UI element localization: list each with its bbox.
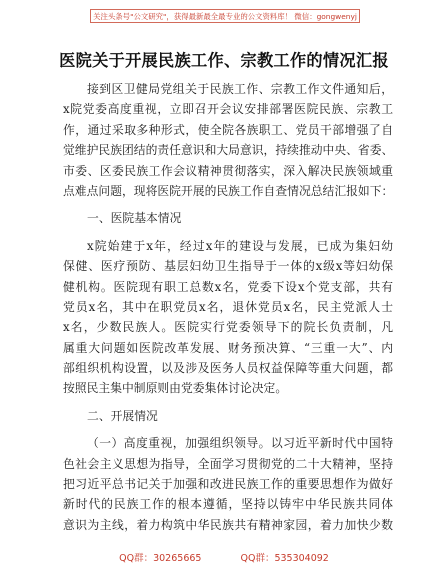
text-line: 属重大问题如医院改革发展、财务预决算、“三重一大”、内 <box>63 340 393 355</box>
section-heading-basic-info: 一、医院基本情况 <box>87 211 182 226</box>
qq-group-1: QQ群：30265665 <box>119 553 202 564</box>
text-line: 接到区卫健局党组关于民族工作、宗教工作文件通知后， <box>87 82 393 96</box>
text-line: 部组织机构设置，以及涉及医务人员权益保障等重大问题，都 <box>63 361 393 376</box>
section-heading-progress: 二、开展情况 <box>87 408 158 423</box>
text-line: 作，通过采取多种形式，使全院各族职工、党员干部增强了自 <box>63 122 393 137</box>
promo-banner: 关注头条号"公文研究"，获得最新最全最专业的公文资料库！ 微信：gongwenyj <box>90 9 360 23</box>
document-body <box>63 79 393 535</box>
text-line: 点难点问题，现将医院开展的民族工作自查情况总结汇报如下： <box>63 183 393 198</box>
text-line: 把习近平总书记关于加强和改进民族工作的重要思想作为做好 <box>63 477 393 492</box>
text-line: x院党委高度重视，立即召开会议安排部署医院民族、宗教工 <box>63 102 393 117</box>
paragraph-intro <box>63 79 393 201</box>
text-line: x名，少数民族人。医院实行党委领导下的院长负责制，凡 <box>63 320 393 335</box>
text-line: 按照民主集中制原则由党委集体讨论决定。 <box>63 381 288 396</box>
text-line: 觉维护民族团结的责任意识和大局意识，持续推动中央、省委、 <box>63 143 393 158</box>
text-line: 意识为主线，着力构筑中华民族共有精神家园，着力加快少数 <box>63 517 393 532</box>
footer-contact <box>0 550 448 564</box>
text-line: （一）高度重视，加强组织领导。以习近平新时代中国特 <box>87 436 393 451</box>
paragraph-basic-info <box>63 236 393 399</box>
text-line: 市委、区委民族工作会议精神贯彻落实，深入解决民族领域重 <box>63 163 393 178</box>
text-line: 新时代的民族工作的根本遵循，坚持以铸牢中华民族共同体 <box>63 497 393 512</box>
paragraph-progress <box>63 433 393 535</box>
text-line: 色社会主义思想为指导，全面学习贯彻党的二十大精神，坚持 <box>63 456 393 471</box>
text-line: 保健、医疗预防、基层妇幼卫生指导于一体的x级x等妇幼保 <box>63 259 393 274</box>
text-line: 健机构。医院现有职工总数x名，党委下设x个党支部，共有 <box>63 279 393 294</box>
document-title: 医院关于开展民族工作、宗教工作的情况汇报 <box>59 51 389 70</box>
text-line: x院始建于x年，经过x年的建设与发展，已成为集妇幼 <box>87 238 393 253</box>
qq-group-2: QQ群：535304092 <box>240 553 329 564</box>
text-line: 党员x名，其中在职党员x名，退休党员x名，民主党派人士 <box>63 299 393 314</box>
